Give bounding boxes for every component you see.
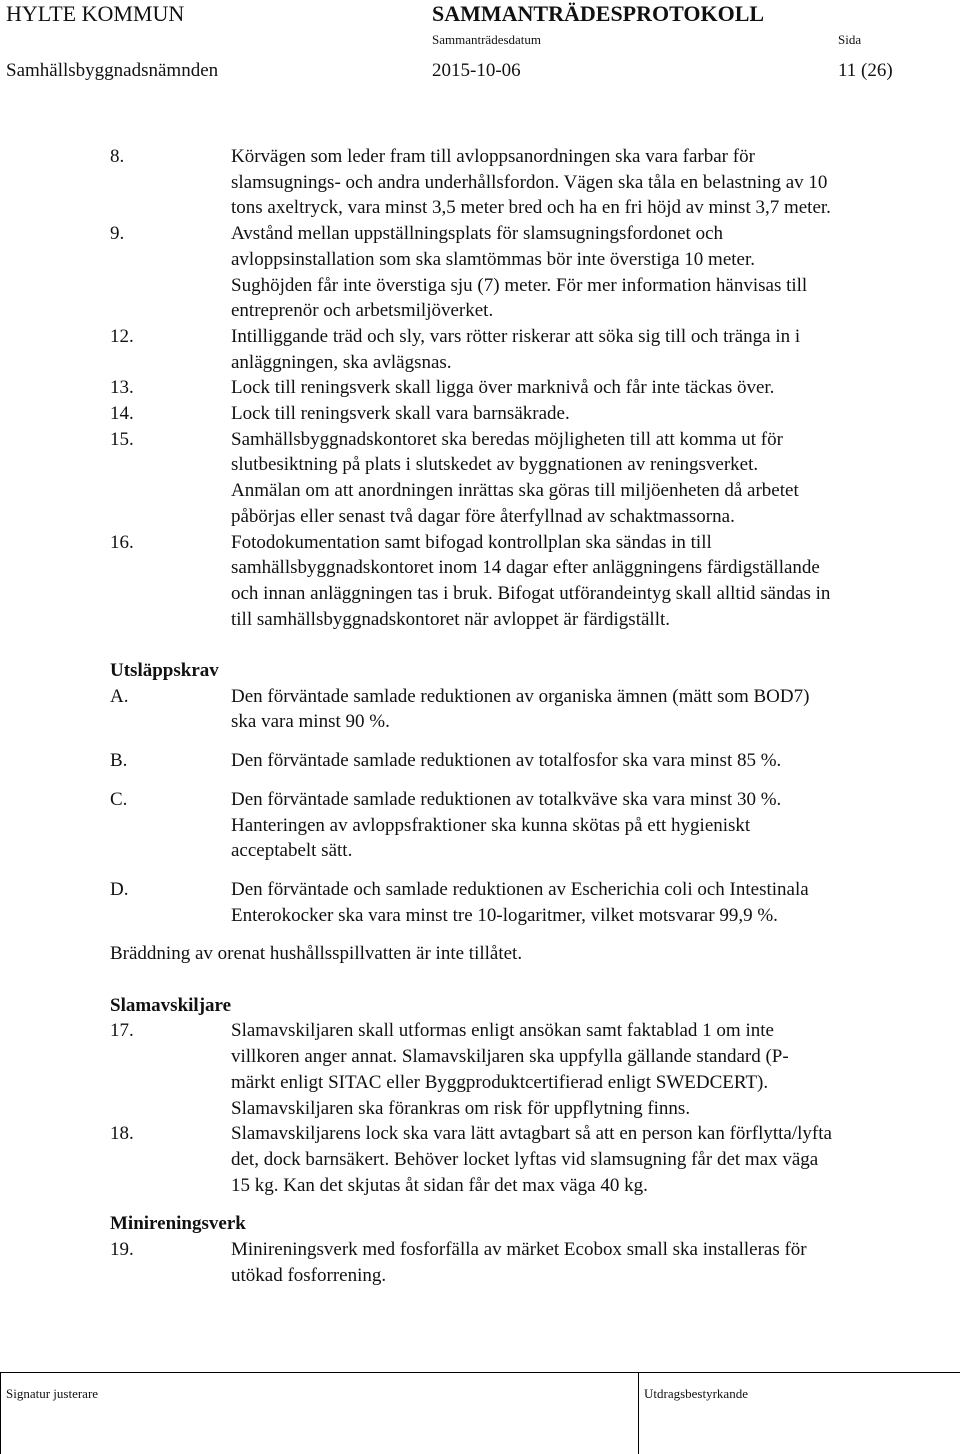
footer-divider-left (0, 1372, 1, 1454)
list-item (110, 324, 930, 375)
item-text (231, 1237, 930, 1288)
item-text (231, 401, 930, 427)
item-line: Intilliggande träd och sly, vars rötter riskerar att söka sig till och tränga in i (231, 325, 801, 347)
item-text (231, 530, 930, 633)
sludge-separator-list (110, 1018, 930, 1198)
item-text (231, 877, 930, 928)
signature-label: Signatur justerare (6, 1386, 99, 1401)
conditions-list (110, 144, 930, 632)
list-item (110, 1121, 930, 1198)
item-number: A. (110, 685, 129, 707)
item-line: utökad fosforrening. (231, 1264, 387, 1286)
item-line: entreprenör och arbetsmiljöverket. (231, 300, 494, 322)
footer-divider-right (638, 1372, 639, 1454)
section-heading-utslappskrav: Utsläppskrav (110, 660, 219, 682)
meeting-date: 2015-10-06 (432, 60, 521, 81)
item-line: Slamavskiljaren skall utformas enligt ansökan samt faktablad 1 om inte (231, 1020, 774, 1042)
page-label: Sida (838, 32, 862, 47)
emission-requirements-list (110, 684, 930, 929)
item-line: ska vara minst 90 %. (231, 711, 390, 733)
item-line: Den förväntade samlade reduktionen av organiska ämnen (mätt som BOD7) (231, 685, 810, 707)
date-label: Sammanträdesdatum (432, 32, 542, 47)
list-item (110, 530, 930, 633)
item-line: Slamavskiljarens lock ska vara lätt avtagbart så att en person kan förflytta/lyfta (231, 1123, 832, 1145)
footer-rule (0, 1372, 960, 1373)
item-line: Körvägen som leder fram till avloppsanordningen ska vara farbar för (231, 146, 755, 167)
item-line: Hanteringen av avloppsfraktioner ska kunna skötas på ett hygieniskt (231, 814, 751, 836)
item-line: påbörjas eller senast två dagar före återfyllnad av schaktmassorna. (231, 505, 735, 527)
item-line: Anmälan om att anordningen inrättas ska göras till miljöenheten då arbetet (231, 480, 799, 502)
item-line: Samhällsbyggnadskontoret ska beredas möjligheten till att komma ut för (231, 428, 783, 450)
item-number: 16. (110, 531, 134, 553)
item-text (231, 1018, 930, 1121)
overflow-statement: Bräddning av orenat hushållsspillvatten är inte tillåtet. (110, 943, 523, 965)
item-line: Minireningsverk med fosforfälla av märket Ecobox small ska installeras för (231, 1239, 807, 1261)
item-number: 8. (110, 146, 125, 167)
org-name: HYLTE KOMMUN (6, 1, 185, 26)
item-line: samhällsbyggnadskontoret inom 14 dagar efter anläggningens färdigställande (231, 557, 820, 579)
item-number: 15. (110, 428, 134, 450)
list-item (110, 427, 930, 530)
item-line: och innan anläggningen tas i bruk. Bifogat utförandeintyg skall alltid sändas in (231, 582, 831, 604)
item-line: anläggningen, ska avlägsnas. (231, 351, 452, 373)
list-item (110, 1237, 930, 1288)
item-line: märkt enligt SITAC eller Byggproduktcertifierad enligt SWEDCERT). (231, 1071, 769, 1093)
document-type: SAMMANTRÄDESPROTOKOLL (432, 1, 765, 26)
list-item (110, 401, 930, 427)
item-line: 15 kg. Kan det skjutas åt sidan får det max väga 40 kg. (231, 1174, 648, 1196)
item-number: 19. (110, 1239, 134, 1261)
item-line: slamsugnings- och andra underhållsfordon. Vägen ska tåla en belastning av 10 (231, 171, 828, 193)
item-number: 14. (110, 403, 134, 425)
page-number: 11 (26) (838, 60, 893, 81)
item-number: 13. (110, 377, 134, 399)
item-line: avloppsinstallation som ska slamtömmas bör inte överstiga 10 meter. (231, 248, 756, 270)
item-line: Fotodokumentation samt bifogad kontrollplan ska sändas in till (231, 531, 712, 553)
document-body (110, 144, 930, 1289)
item-text (231, 324, 930, 375)
list-item (110, 144, 930, 221)
section-heading-slamavskiljare: Slamavskiljare (110, 994, 232, 1016)
item-line: det, dock barnsäkert. Behöver locket lyftas vid slamsugning får det max väga (231, 1148, 819, 1170)
item-number: C. (110, 788, 128, 810)
item-line: Slamavskiljaren ska förankras om risk för uppflytning finns. (231, 1097, 691, 1119)
list-item (110, 748, 930, 774)
item-line: Den förväntade samlade reduktionen av totalfosfor ska vara minst 85 %. (231, 750, 782, 772)
item-line: Lock till reningsverk skall vara barnsäkrade. (231, 403, 570, 425)
item-line: Enterokocker ska vara minst tre 10-logaritmer, vilket motsvarar 99,9 %. (231, 904, 778, 926)
list-item (110, 221, 930, 324)
committee-name: Samhällsbyggnadsnämnden (6, 60, 219, 81)
item-text (231, 221, 930, 324)
item-line: Avstånd mellan uppställningsplats för slamsugningsfordonet och (231, 223, 723, 245)
item-text (231, 427, 930, 530)
item-text (231, 144, 930, 221)
list-item (110, 787, 930, 864)
list-item (110, 684, 930, 735)
item-line: Den förväntade samlade reduktionen av totalkväve ska vara minst 30 %. (231, 788, 782, 810)
list-item (110, 1018, 930, 1121)
item-number: B. (110, 750, 128, 772)
section-heading-minireningsverk: Minireningsverk (110, 1213, 246, 1235)
item-number: 9. (110, 223, 125, 245)
item-number: 12. (110, 325, 134, 347)
item-text (231, 375, 930, 401)
item-number: 17. (110, 1020, 134, 1042)
item-number: 18. (110, 1123, 134, 1145)
item-text (231, 787, 930, 864)
item-line: villkoren anger annat. Slamavskiljaren ska uppfylla gällande standard (P- (231, 1046, 789, 1068)
item-text (231, 748, 930, 774)
item-text (231, 1121, 930, 1198)
item-line: acceptabelt sätt. (231, 840, 353, 862)
mini-treatment-list (110, 1237, 930, 1288)
item-line: Lock till reningsverk skall ligga över marknivå och får inte täckas över. (231, 377, 775, 399)
list-item (110, 375, 930, 401)
item-number: D. (110, 878, 129, 900)
item-line: Den förväntade och samlade reduktionen av Escherichia coli och Intestinala (231, 878, 809, 900)
extract-certification-label: Utdragsbestyrkande (644, 1386, 748, 1401)
item-text (231, 684, 930, 735)
item-line: slutbesiktning på plats i slutskedet av byggnationen av reningsverket. (231, 454, 759, 476)
list-item (110, 877, 930, 928)
item-line: Sughöjden får inte överstiga sju (7) meter. För mer information hänvisas till (231, 274, 808, 296)
item-line: tons axeltryck, vara minst 3,5 meter bred och ha en fri höjd av minst 3,7 meter. (231, 197, 831, 219)
item-line: till samhällsbyggnadskontoret när avloppet är färdigställt. (231, 608, 671, 630)
